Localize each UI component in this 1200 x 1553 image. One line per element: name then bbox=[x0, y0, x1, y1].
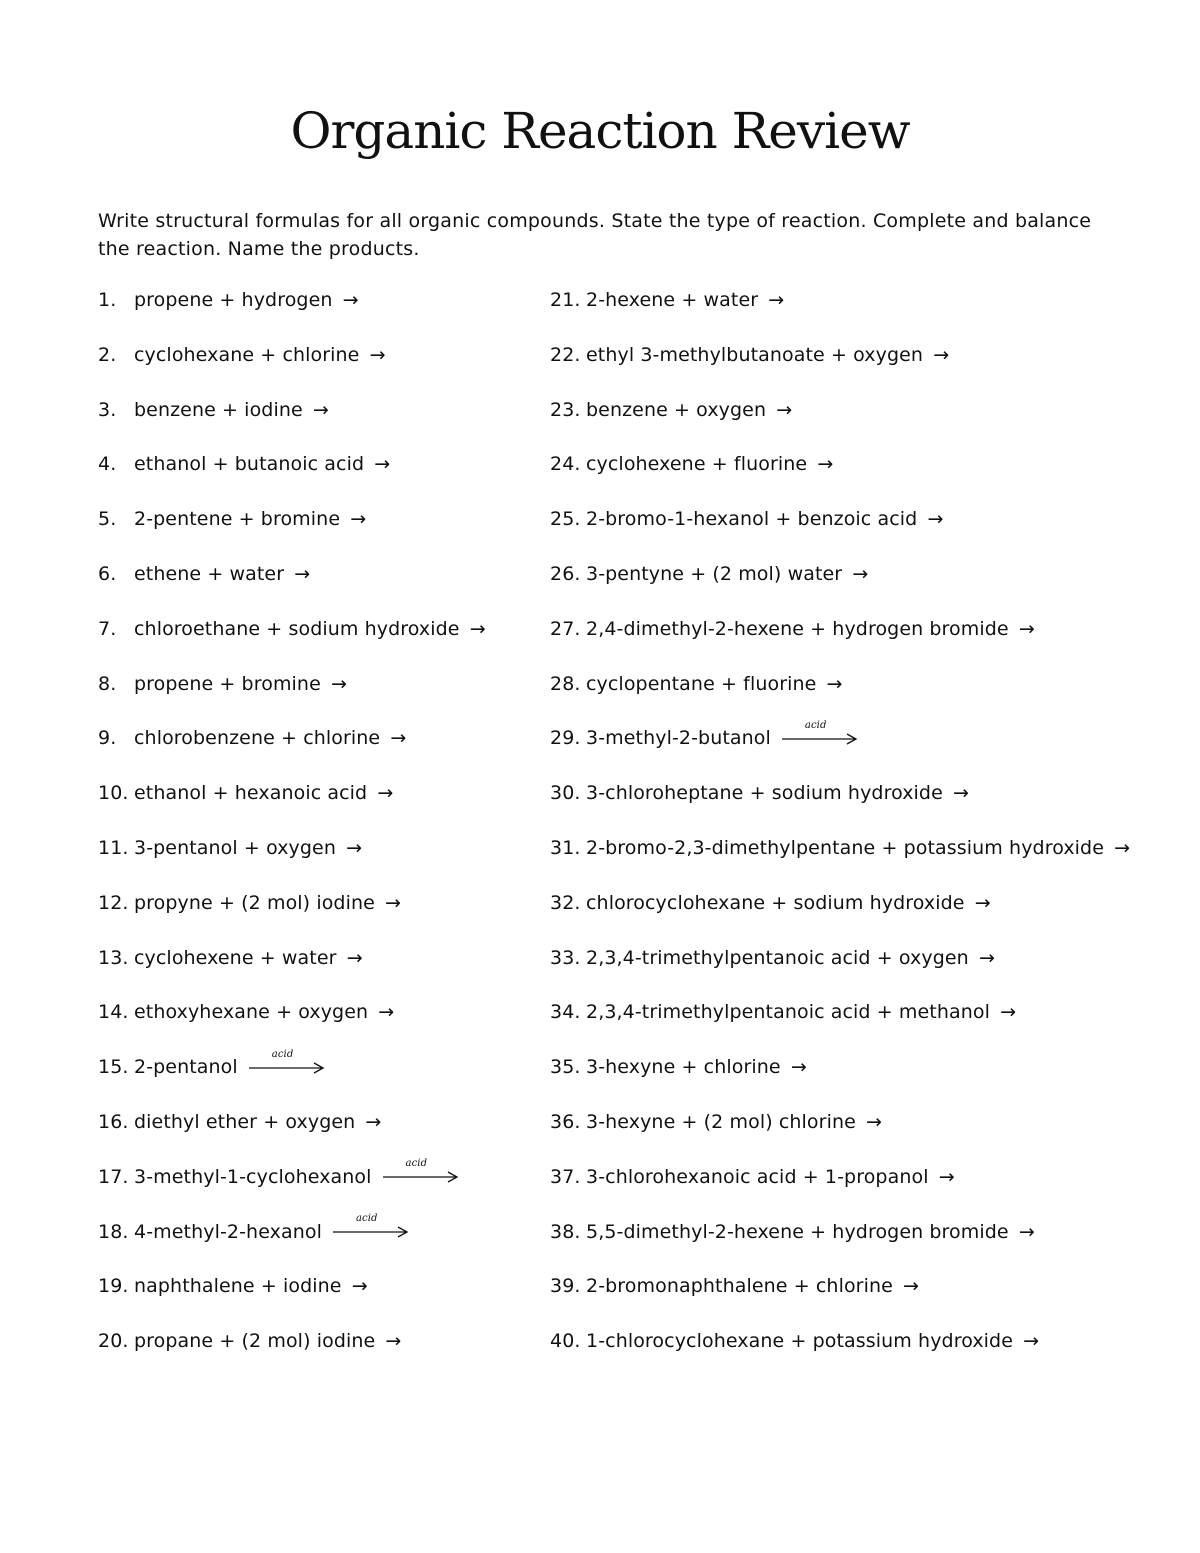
arrow-icon: → bbox=[820, 672, 843, 695]
reaction-text-wrap bbox=[586, 892, 991, 914]
reaction-item bbox=[550, 1328, 1110, 1383]
item-number: 15. bbox=[98, 1056, 129, 1079]
arrow-icon: → bbox=[762, 289, 785, 311]
reaction-text-wrap bbox=[134, 1275, 368, 1297]
arrow-icon: → bbox=[1012, 617, 1035, 640]
arrow-icon: → bbox=[968, 891, 991, 914]
reactants: 1-chlorocyclohexane + potassium hydroxide bbox=[586, 1330, 1014, 1353]
reaction-item bbox=[550, 1164, 1110, 1219]
reactants: cyclohexene + water bbox=[134, 946, 337, 969]
reaction-text-wrap bbox=[134, 1111, 381, 1133]
item-number: 9. bbox=[98, 727, 117, 750]
reaction-text-wrap bbox=[586, 1166, 955, 1188]
item-number: 4. bbox=[98, 453, 117, 476]
arrow-icon: → bbox=[288, 562, 311, 585]
reaction-text-wrap bbox=[134, 508, 366, 530]
reaction-item bbox=[550, 999, 1110, 1054]
reactants: cyclohexane + chlorine bbox=[134, 343, 360, 366]
reaction-text-wrap bbox=[134, 892, 401, 914]
item-number: 26. bbox=[550, 562, 581, 585]
reactants: cyclopentane + fluorine bbox=[586, 672, 817, 695]
reactants: 2,4-dimethyl-2-hexene + hydrogen bromide bbox=[586, 617, 1009, 640]
item-number: 5. bbox=[98, 508, 117, 531]
item-number: 1. bbox=[98, 289, 117, 311]
acid-arrow-icon bbox=[382, 1158, 460, 1186]
item-number: 10. bbox=[98, 782, 129, 805]
reaction-item bbox=[550, 1273, 1110, 1328]
reactants: ethene + water bbox=[134, 562, 285, 585]
reaction-text-wrap bbox=[586, 508, 944, 530]
reactants: naphthalene + iodine bbox=[134, 1275, 342, 1298]
reaction-text-wrap bbox=[134, 1048, 326, 1079]
reaction-item bbox=[550, 945, 1110, 1000]
reactants: chloroethane + sodium hydroxide bbox=[134, 617, 460, 640]
reactants: 4-methyl-2-hexanol bbox=[134, 1220, 322, 1243]
item-number: 35. bbox=[550, 1056, 581, 1079]
reactants: benzene + iodine bbox=[134, 398, 303, 421]
arrow-icon: → bbox=[336, 289, 359, 311]
item-number: 13. bbox=[98, 946, 129, 969]
reaction-item bbox=[550, 835, 1131, 890]
acid-label: acid bbox=[405, 1158, 428, 1170]
acid-arrow-icon bbox=[248, 1048, 326, 1077]
arrow-icon: → bbox=[372, 1001, 395, 1024]
item-number: 21. bbox=[550, 289, 581, 311]
reactants: ethanol + butanoic acid bbox=[134, 453, 365, 476]
arrow-icon: → bbox=[921, 508, 944, 531]
item-number: 40. bbox=[550, 1330, 581, 1353]
arrow-icon: → bbox=[1012, 1220, 1035, 1243]
reaction-text-wrap bbox=[586, 837, 1130, 859]
reactants: propane + (2 mol) iodine bbox=[134, 1330, 376, 1353]
arrow-icon: → bbox=[784, 1056, 807, 1079]
reaction-text-wrap bbox=[586, 947, 995, 969]
reactants: diethyl ether + oxygen bbox=[134, 1110, 356, 1133]
instructions: Write structural formulas for all organic compounds. State the type of reaction. Complete and balance the reaction. Name the products. bbox=[98, 210, 1092, 260]
reaction-text-wrap bbox=[586, 453, 833, 475]
acid-label: acid bbox=[356, 1213, 378, 1225]
reaction-text-wrap bbox=[134, 399, 329, 421]
reaction-text-wrap bbox=[134, 563, 310, 585]
item-number: 28. bbox=[550, 672, 581, 695]
item-number: 11. bbox=[98, 836, 129, 859]
arrow-icon: → bbox=[846, 562, 869, 585]
item-number: 19. bbox=[98, 1275, 129, 1298]
reactants: ethyl 3-methylbutanoate + oxygen bbox=[586, 343, 924, 366]
reaction-text-wrap bbox=[134, 1213, 410, 1243]
item-number: 8. bbox=[98, 672, 117, 695]
reactants: 2,3,4-trimethylpentanoic acid + methanol bbox=[586, 1001, 990, 1024]
reaction-text-wrap bbox=[134, 1330, 401, 1352]
reaction-text-wrap bbox=[134, 1001, 394, 1023]
acid-arrow-icon bbox=[781, 719, 859, 748]
reactants: cyclohexene + fluorine bbox=[586, 453, 808, 476]
item-number: 17. bbox=[98, 1165, 129, 1188]
reactants: chlorobenzene + chlorine bbox=[134, 727, 381, 750]
reaction-text-wrap bbox=[586, 782, 969, 804]
reaction-item bbox=[550, 287, 1110, 342]
arrow-icon: → bbox=[896, 1275, 920, 1298]
reaction-text-wrap bbox=[586, 618, 1035, 640]
reactants: 3-chlorohexanoic acid + 1-propanol bbox=[586, 1165, 929, 1188]
item-number: 36. bbox=[550, 1110, 581, 1133]
arrow-icon: → bbox=[993, 1001, 1017, 1024]
arrow-icon: → bbox=[368, 453, 391, 476]
reactants: 3-hexyne + chlorine bbox=[586, 1056, 781, 1079]
reaction-item bbox=[550, 616, 1110, 671]
arrow-icon: → bbox=[363, 343, 386, 366]
reaction-item bbox=[550, 780, 1110, 835]
item-number: 18. bbox=[98, 1220, 129, 1243]
reaction-text-wrap bbox=[586, 1001, 1016, 1023]
arrow-icon: → bbox=[378, 891, 402, 914]
item-number: 12. bbox=[98, 891, 129, 914]
item-number: 27. bbox=[550, 617, 581, 640]
reaction-item bbox=[550, 1219, 1110, 1274]
reaction-text-wrap bbox=[586, 563, 868, 585]
reaction-text-wrap bbox=[586, 1221, 1035, 1243]
reactants: 2-pentene + bromine bbox=[134, 508, 341, 531]
item-number: 37. bbox=[550, 1165, 581, 1188]
acid-label: acid bbox=[271, 1048, 294, 1060]
reaction-item bbox=[550, 890, 1110, 945]
reaction-text-wrap bbox=[586, 673, 843, 695]
arrow-icon: → bbox=[927, 343, 950, 366]
arrow-icon: → bbox=[932, 1165, 955, 1188]
arrow-icon: → bbox=[972, 946, 995, 969]
reactants: 3-methyl-2-butanol bbox=[586, 727, 771, 750]
arrow-icon: → bbox=[379, 1330, 402, 1353]
reaction-item bbox=[550, 1054, 1110, 1109]
item-number: 16. bbox=[98, 1110, 129, 1133]
reaction-text-wrap bbox=[134, 289, 359, 311]
arrow-icon: → bbox=[306, 398, 329, 421]
reactants: 3-pentanol + oxygen bbox=[134, 836, 336, 859]
item-number: 20. bbox=[98, 1330, 129, 1353]
reaction-text-wrap bbox=[134, 1158, 460, 1188]
arrow-icon: → bbox=[946, 782, 970, 805]
reaction-text-wrap bbox=[134, 782, 393, 804]
item-number: 2. bbox=[98, 343, 117, 366]
reactants: ethoxyhexane + oxygen bbox=[134, 1001, 369, 1024]
arrow-icon: → bbox=[340, 946, 363, 969]
arrow-icon: → bbox=[359, 1110, 382, 1133]
reactants: propene + bromine bbox=[134, 672, 321, 695]
item-number: 39. bbox=[550, 1275, 581, 1298]
right-column bbox=[550, 287, 1131, 1383]
reaction-text-wrap bbox=[586, 1056, 807, 1078]
arrow-icon: → bbox=[811, 453, 834, 476]
reactants: ethanol + hexanoic acid bbox=[134, 782, 368, 805]
item-number: 31. bbox=[550, 836, 581, 859]
arrow-icon: → bbox=[1017, 1330, 1040, 1353]
reactants: 2-bromonaphthalene + chlorine bbox=[586, 1275, 893, 1298]
arrow-icon: → bbox=[324, 672, 348, 695]
item-number: 38. bbox=[550, 1220, 581, 1243]
item-number: 6. bbox=[98, 562, 117, 585]
reactants: propene + hydrogen bbox=[134, 289, 333, 311]
reaction-text-wrap bbox=[134, 947, 363, 969]
reactants: benzene + oxygen bbox=[586, 398, 767, 421]
reactants: 5,5-dimethyl-2-hexene + hydrogen bromide bbox=[586, 1220, 1009, 1243]
arrow-icon: → bbox=[859, 1110, 883, 1133]
arrow-icon: → bbox=[344, 508, 367, 531]
item-number: 30. bbox=[550, 782, 581, 805]
reactants: 2,3,4-trimethylpentanoic acid + oxygen bbox=[586, 946, 969, 969]
acid-arrow-icon bbox=[332, 1213, 410, 1241]
arrow-icon: → bbox=[384, 727, 407, 750]
item-number: 7. bbox=[98, 617, 117, 640]
reaction-text-wrap bbox=[134, 344, 386, 366]
item-number: 32. bbox=[550, 891, 581, 914]
reactants: propyne + (2 mol) iodine bbox=[134, 891, 375, 914]
arrow-icon: → bbox=[770, 398, 793, 421]
reaction-item bbox=[550, 342, 1110, 397]
arrow-icon: → bbox=[1108, 836, 1131, 859]
reaction-text-wrap bbox=[134, 453, 390, 475]
reactants: 3-pentyne + (2 mol) water bbox=[586, 562, 843, 585]
reactants: 3-methyl-1-cyclohexanol bbox=[134, 1165, 372, 1188]
item-number: 3. bbox=[98, 398, 117, 421]
item-number: 29. bbox=[550, 727, 581, 750]
reactants: 2-bromo-2,3-dimethylpentane + potassium hydroxide bbox=[586, 836, 1105, 859]
reactants: 3-hexyne + (2 mol) chlorine bbox=[586, 1110, 856, 1133]
reaction-text-wrap bbox=[586, 1330, 1039, 1352]
reaction-text-wrap bbox=[134, 673, 347, 695]
item-number: 25. bbox=[550, 508, 581, 531]
reaction-item bbox=[550, 561, 1110, 616]
item-number: 23. bbox=[550, 398, 581, 421]
reaction-item bbox=[550, 1109, 1110, 1164]
item-number: 33. bbox=[550, 946, 581, 969]
reaction-text-wrap bbox=[134, 618, 486, 640]
page-title: Organic Reaction Review bbox=[290, 102, 910, 160]
reactants: 2-hexene + water bbox=[586, 289, 759, 311]
reactants: 2-bromo-1-hexanol + benzoic acid bbox=[586, 508, 918, 531]
reaction-text-wrap bbox=[586, 1275, 919, 1297]
reaction-item bbox=[550, 397, 1110, 452]
arrow-icon: → bbox=[345, 1275, 368, 1298]
arrow-icon: → bbox=[371, 782, 394, 805]
item-number: 34. bbox=[550, 1001, 581, 1024]
reaction-text-wrap bbox=[586, 719, 859, 750]
acid-label: acid bbox=[804, 719, 827, 731]
reactants: 3-chloroheptane + sodium hydroxide bbox=[586, 782, 943, 805]
reaction-item bbox=[550, 671, 1110, 726]
reaction-text-wrap bbox=[586, 1111, 882, 1133]
item-number: 24. bbox=[550, 453, 581, 476]
reactants: 2-pentanol bbox=[134, 1056, 238, 1079]
reactants: chlorocyclohexane + sodium hydroxide bbox=[586, 891, 965, 914]
reaction-item bbox=[550, 719, 1110, 780]
item-number: 22. bbox=[550, 343, 581, 366]
item-number: 14. bbox=[98, 1001, 129, 1024]
reaction-text-wrap bbox=[586, 289, 784, 311]
reaction-text-wrap bbox=[134, 727, 406, 749]
arrow-icon: → bbox=[340, 836, 363, 859]
reaction-text-wrap bbox=[134, 837, 362, 859]
reaction-text-wrap bbox=[586, 344, 949, 366]
reaction-item bbox=[550, 451, 1110, 506]
arrow-icon: → bbox=[463, 617, 486, 640]
reaction-item bbox=[550, 506, 1110, 561]
reaction-text-wrap bbox=[586, 399, 792, 421]
